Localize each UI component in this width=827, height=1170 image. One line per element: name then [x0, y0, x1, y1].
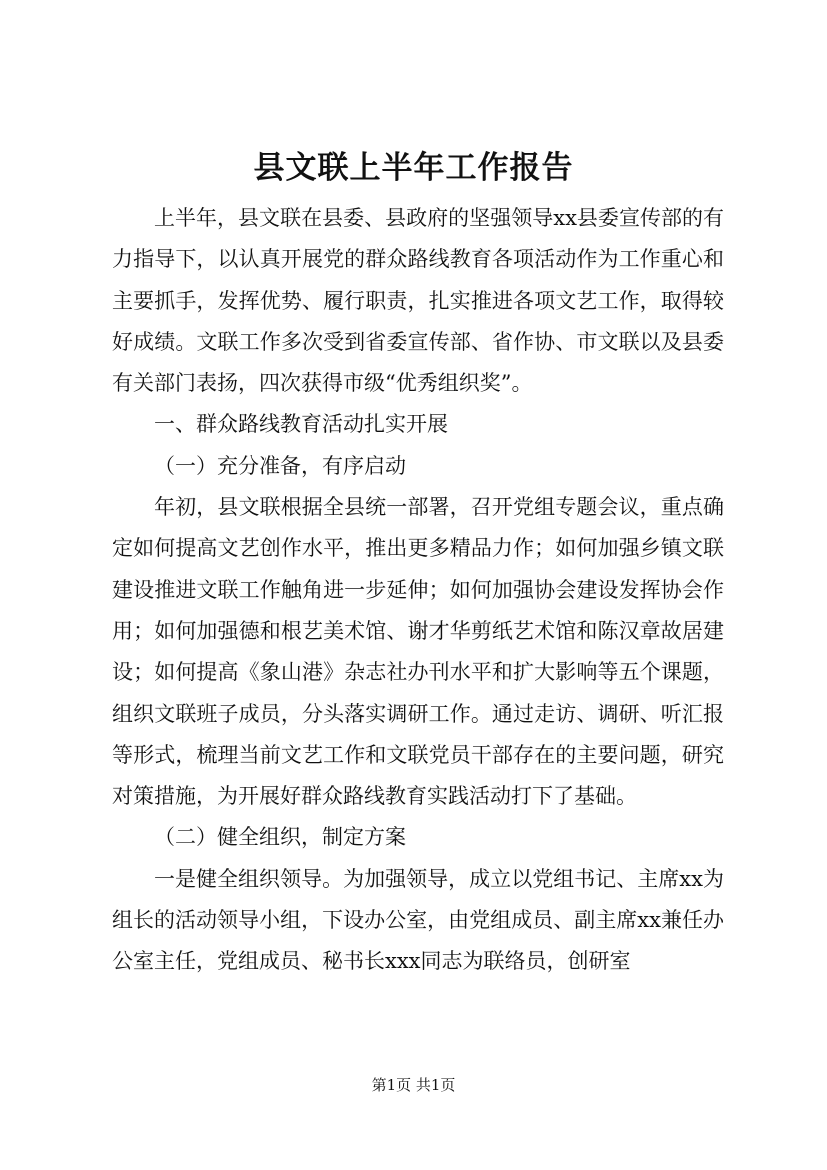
subsection-heading-2: （二）健全组织，制定方案	[154, 825, 406, 850]
page-number-footer: 第1页 共1页	[371, 1076, 456, 1094]
document-body	[112, 198, 724, 983]
paragraph-intro: 上半年，县文联在县委、县政府的坚强领导xx县委宣传部的有力指导下，以认真开展党的群众路线教育各项活动作为工作重心和主要抓手，发挥优势、履行职责，扎实推进各项文艺工作，取得较好成绩。文联工作多次受到省委宣传部、省作协、市文联以及县委有关部门表扬，四次获得市级“优秀组织奖”。	[112, 206, 724, 396]
paragraph-organization: 一是健全组织领导。为加强领导，成立以党组书记、主席xx为组长的活动领导小组，下设办公室，由党组成员、副主席xx兼任办公室主任，党组成员、秘书长xxx同志为联络员，创研室	[112, 866, 724, 974]
paragraph-preparation: 年初，县文联根据全县统一部署，召开党组专题会议，重点确定如何提高文艺创作水平，推出更多精品力作；如何加强乡镇文联建设推进文联工作触角进一步延伸；如何加强协会建设发挥协会作用；如何加强德和根艺美术馆、谢才华剪纸艺术馆和陈汉章故居建设；如何提高《象山港》杂志社办刊水平和扩大影响等五个课题，组织文联班子成员，分头落实调研工作。通过走访、调研、听汇报等形式，梳理当前文艺工作和文联党员干部存在的主要问题，研究对策措施，为开展好群众路线教育实践活动打下了基础。	[112, 495, 724, 809]
subsection-heading-1: （一）充分准备，有序启动	[154, 453, 406, 478]
document-title: 县文联上半年工作报告	[253, 150, 574, 186]
section-heading-1: 一、群众路线教育活动扎实开展	[154, 412, 448, 437]
